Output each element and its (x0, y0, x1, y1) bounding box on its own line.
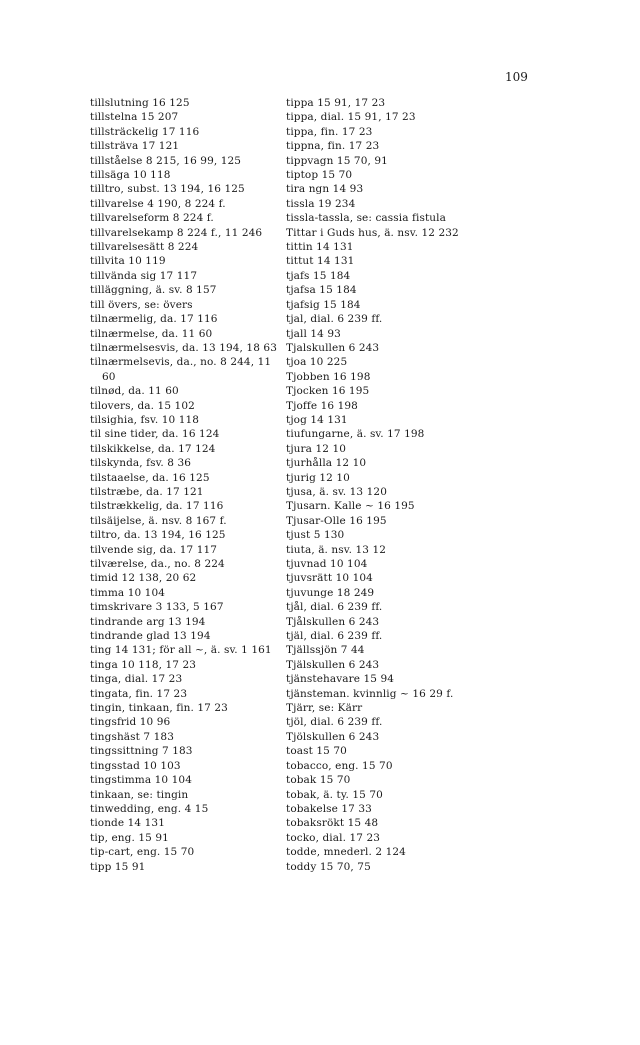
index-entry: tiltro, da. 13 194, 16 125 (90, 529, 226, 542)
index-entry: tindrande arg 13 194 (90, 615, 206, 628)
index-entry: tittut 14 131 (286, 255, 355, 268)
index-entry: tjusa, ä. sv. 13 120 (286, 485, 387, 498)
index-entry: tinga, dial. 17 23 (90, 673, 183, 686)
index-entry: tjuvunge 18 249 (286, 586, 375, 599)
index-entry: tippa, fin. 17 23 (286, 125, 373, 138)
index-entry: tiuta, ä. nsv. 13 12 (286, 543, 387, 556)
index-entry: tillsäga 10 118 (90, 169, 171, 182)
index-entry: tjuvnad 10 104 (286, 558, 368, 570)
index-entry: todde, mnederl. 2 124 (286, 846, 406, 859)
index-entry: tilläggning, ä. sv. 8 157 (90, 284, 217, 297)
index-entry: tjöl, dial. 6 239 ff. (286, 716, 383, 729)
index-entry: tittin 14 131 (286, 241, 354, 254)
index-entry: Tjocken 16 195 (286, 385, 370, 398)
index-entry: tjafsig 15 184 (286, 298, 361, 311)
index-entry: tionde 14 131 (90, 817, 165, 830)
index-entry: tilstrækkelig, da. 17 116 (90, 500, 224, 513)
index-entry: Tjoffe 16 198 (286, 399, 358, 412)
index-entry: timid 12 138, 20 62 (90, 572, 197, 585)
index-entry: tilovers, da. 15 102 (90, 399, 195, 412)
index-entry: tilvende sig, da. 17 117 (90, 543, 218, 556)
index-entry: tilsäijelse, ä. nsv. 8 167 f. (90, 514, 227, 527)
index-entry: tillvarelsesätt 8 224 (90, 241, 199, 254)
index-entry: tingsstad 10 103 (90, 759, 181, 772)
index-entry: Tittar i Guds hus, ä. nsv. 12 232 (286, 226, 459, 239)
index-entry: tjafs 15 184 (286, 269, 351, 282)
index-entry: tillsträva 17 121 (90, 140, 180, 153)
index-entry: tjurig 12 10 (286, 471, 350, 484)
index-entry: tillvarelseform 8 224 f. (90, 212, 214, 225)
index-entry: tobakelse 17 33 (286, 802, 372, 815)
index-entry: Tjällssjön 7 44 (286, 644, 365, 657)
index-entry: tilskikkelse, da. 17 124 (90, 442, 216, 455)
index-entry: tillvita 10 119 (90, 255, 166, 268)
index-entry: tobacco, eng. 15 70 (286, 759, 393, 772)
index-entry: tingssittning 7 183 (90, 745, 193, 758)
index-entry: tilstaaelse, da. 16 125 (90, 471, 210, 484)
index-entry: tilsighia, fsv. 10 118 (90, 413, 200, 426)
index-entry: tingata, fin. 17 23 (90, 687, 188, 700)
index-entry: tillvarelse 4 190, 8 224 f. (90, 197, 226, 210)
index-entry: til sine tider, da. 16 124 (90, 428, 220, 441)
index-entry: tilnærmelig, da. 17 116 (90, 313, 218, 326)
index-entry: tjänstehavare 15 94 (286, 673, 395, 686)
index-column-right (286, 96, 576, 874)
index-entry: tilskynda, fsv. 8 36 (90, 457, 192, 470)
index-entry: tippna, fin. 17 23 (286, 140, 380, 153)
index-entry: tjäl, dial. 6 239 ff. (286, 630, 383, 643)
index-entry: tobaksrökt 15 48 (286, 817, 379, 830)
index-entry: tilværelse, da., no. 8 224 (90, 558, 225, 570)
index-entry: Tjölskullen 6 243 (286, 730, 380, 743)
index-entry: Tjålskullen 6 243 (286, 615, 380, 628)
index-entry: tilltro, subst. 13 194, 16 125 (90, 183, 245, 196)
index-entry: timma 10 104 (90, 586, 166, 599)
index-entry: tillvarelsekamp 8 224 f., 11 246 (90, 226, 263, 239)
index-entry: tjall 14 93 (286, 327, 341, 340)
index-entry: tjurhålla 12 10 (286, 457, 367, 470)
index-entry: tingshäst 7 183 (90, 730, 174, 743)
index-entry: tocko, dial. 17 23 (286, 831, 381, 844)
page-number: 109 (505, 70, 528, 84)
index-entry: tillståelse 8 215, 16 99, 125 (90, 154, 242, 167)
index-entry: tippa 15 91, 17 23 (286, 97, 386, 109)
index-entry: tjål, dial. 6 239 ff. (286, 601, 383, 614)
index-entry: tipp 15 91 (90, 860, 146, 873)
index-entry: tjust 5 130 (286, 529, 345, 542)
index-entry: tillvända sig 17 117 (90, 269, 198, 282)
index-entry: Tjobben 16 198 (286, 370, 371, 383)
index-entry: tillstelna 15 207 (90, 111, 179, 124)
index-entry: tobak 15 70 (286, 774, 351, 787)
index-entry: ting 14 131; för all ~, ä. sv. 1 161 (90, 644, 272, 657)
index-entry: tissla-tassla, se: cassia fistula (286, 212, 446, 225)
index-entry: tippa, dial. 15 91, 17 23 (286, 111, 416, 124)
index-entry: tingin, tinkaan, fin. 17 23 (90, 702, 228, 715)
index-entry: Tjärr, se: Kärr (286, 702, 363, 715)
index-entry: tippvagn 15 70, 91 (286, 154, 388, 167)
index-entry: tissla 19 234 (286, 197, 356, 210)
index-entry: tjuvsrätt 10 104 (286, 572, 373, 585)
index-entry: tillsträckelig 17 116 (90, 125, 200, 138)
index-entry: tira ngn 14 93 (286, 183, 364, 196)
index-entry: tingsfrid 10 96 (90, 716, 171, 729)
index-entry: tiptop 15 70 (286, 169, 353, 182)
index-entry: 60 (102, 370, 116, 383)
index-entry: timskrivare 3 133, 5 167 (90, 601, 224, 614)
index-entry: Tjalskullen 6 243 (286, 341, 380, 354)
index-entry: tilnærmelsesvis, da. 13 194, 18 63 (90, 341, 277, 354)
index-entry: tilnærmelsevis, da., no. 8 244, 11 (90, 356, 272, 369)
index-entry: tjänsteman. kvinnlig ~ 16 29 f. (286, 687, 454, 700)
index-entry: tip, eng. 15 91 (90, 831, 169, 844)
index-entry: tjog 14 131 (286, 413, 348, 426)
index-entry: tjoa 10 225 (286, 356, 348, 369)
index-entry: tinga 10 118, 17 23 (90, 658, 197, 671)
index-entry: tjal, dial. 6 239 ff. (286, 313, 383, 326)
index-entry: tobak, ä. ty. 15 70 (286, 788, 383, 801)
index-entry: tilstræbe, da. 17 121 (90, 485, 204, 498)
index-entry: tiufungarne, ä. sv. 17 198 (286, 428, 425, 441)
index-entry: tingstimma 10 104 (90, 774, 192, 787)
index-entry: toast 15 70 (286, 745, 347, 758)
index-entry: tinkaan, se: tingin (90, 788, 189, 801)
index-entry: tillslutning 16 125 (90, 97, 190, 109)
index-entry: tjura 12 10 (286, 442, 347, 455)
index-entry: tindrande glad 13 194 (90, 630, 211, 643)
index-entry: Tjälskullen 6 243 (286, 658, 380, 671)
index-entry: tjafsa 15 184 (286, 284, 357, 297)
index-entry: tinwedding, eng. 4 15 (90, 802, 209, 815)
index-entry: tilnærmelse, da. 11 60 (90, 327, 213, 340)
index-entry: Tjusar-Olle 16 195 (286, 514, 387, 527)
index-entry: toddy 15 70, 75 (286, 860, 371, 873)
index-entry: Tjusarn. Kalle ~ 16 195 (286, 500, 415, 513)
index-entry: tip-cart, eng. 15 70 (90, 846, 195, 859)
index-entry: tilnød, da. 11 60 (90, 385, 179, 398)
index-entry: till övers, se: övers (90, 298, 193, 311)
